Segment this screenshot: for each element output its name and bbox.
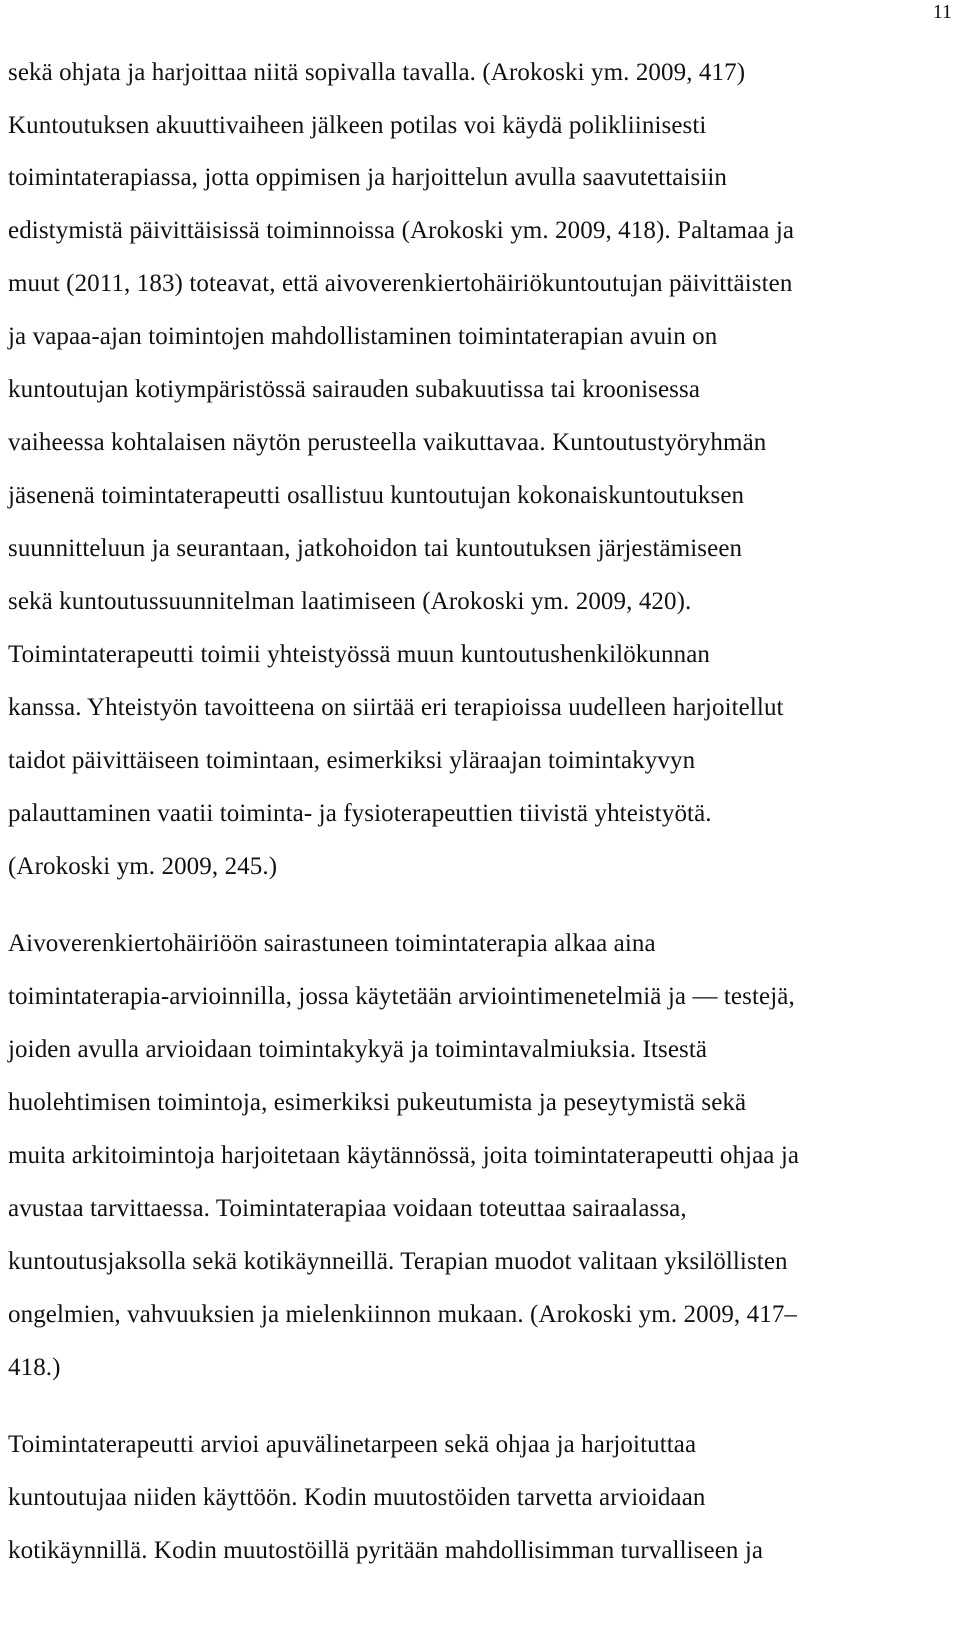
text-line: muita arkitoimintoja harjoitetaan käytännössä, joita toimintaterapeutti ohjaa ja — [8, 1142, 800, 1169]
text-line: kanssa. Yhteistyön tavoitteena on siirtää eri terapioissa uudelleen harjoitellut — [8, 694, 784, 721]
text-line: sekä ohjata ja harjoittaa niitä sopivalla tavalla. (Arokoski ym. 2009, 417) — [8, 59, 746, 86]
text-line: kuntoutujan kotiympäristössä sairauden subakuutissa tai kroonisessa — [8, 376, 701, 403]
text-line: Toimintaterapeutti toimii yhteistyössä muun kuntoutushenkilökunnan — [8, 641, 710, 668]
text-line: taidot päivittäiseen toimintaan, esimerkiksi yläraajan toimintakyvyn — [8, 747, 696, 774]
text-line: ja vapaa-ajan toimintojen mahdollistaminen toimintaterapian avuin on — [8, 323, 718, 350]
page-number: 11 — [932, 1, 952, 23]
text-line: edistymistä päivittäisissä toiminnoissa (Arokoski ym. 2009, 418). Paltamaa ja — [8, 217, 795, 244]
text-line: kotikäynnillä. Kodin muutostöillä pyritään mahdollisimman turvalliseen ja — [8, 1537, 764, 1564]
text-line: palauttaminen vaatii toiminta- ja fysioterapeuttien tiivistä yhteistyötä. — [8, 800, 712, 827]
text-line: Aivoverenkiertohäiriöön sairastuneen toimintaterapia alkaa aina — [8, 930, 656, 957]
text-line: ongelmien, vahvuuksien ja mielenkiinnon mukaan. (Arokoski ym. 2009, 417– — [8, 1301, 798, 1328]
text-line: joiden avulla arvioidaan toimintakykyä ja toimintavalmiuksia. Itsestä — [8, 1036, 708, 1063]
text-line: Toimintaterapeutti arvioi apuvälinetarpeen sekä ohjaa ja harjoituttaa — [8, 1431, 697, 1458]
text-line: avustaa tarvittaessa. Toimintaterapiaa voidaan toteuttaa sairaalassa, — [8, 1195, 687, 1222]
text-line: sekä kuntoutussuunnitelman laatimiseen (Arokoski ym. 2009, 420). — [8, 588, 692, 615]
text-line: huolehtimisen toimintoja, esimerkiksi pukeutumista ja peseytymistä sekä — [8, 1089, 747, 1116]
text-line: toimintaterapia-arvioinnilla, jossa käytetään arviointimenetelmiä ja — testejä, — [8, 983, 795, 1010]
text-line: toimintaterapiassa, jotta oppimisen ja harjoittelun avulla saavutettaisiin — [8, 164, 728, 191]
text-line: kuntoutusjaksolla sekä kotikäynneillä. Terapian muodot valitaan yksilöllisten — [8, 1248, 788, 1275]
text-line: Kuntoutuksen akuuttivaiheen jälkeen potilas voi käydä polikliinisesti — [8, 112, 707, 139]
text-line: 418.) — [8, 1354, 61, 1381]
text-line: muut (2011, 183) toteavat, että aivoverenkiertohäiriökuntoutujan päivittäisten — [8, 270, 793, 297]
text-line: (Arokoski ym. 2009, 245.) — [8, 853, 278, 880]
text-line: jäsenenä toimintaterapeutti osallistuu kuntoutujan kokonaiskuntoutuksen — [8, 482, 745, 509]
text-line: kuntoutujaa niiden käyttöön. Kodin muutostöiden tarvetta arvioidaan — [8, 1484, 706, 1511]
text-line: vaiheessa kohtalaisen näytön perusteella vaikuttavaa. Kuntoutustyöryhmän — [8, 429, 767, 456]
text-line: suunnitteluun ja seurantaan, jatkohoidon tai kuntoutuksen järjestämiseen — [8, 535, 743, 562]
